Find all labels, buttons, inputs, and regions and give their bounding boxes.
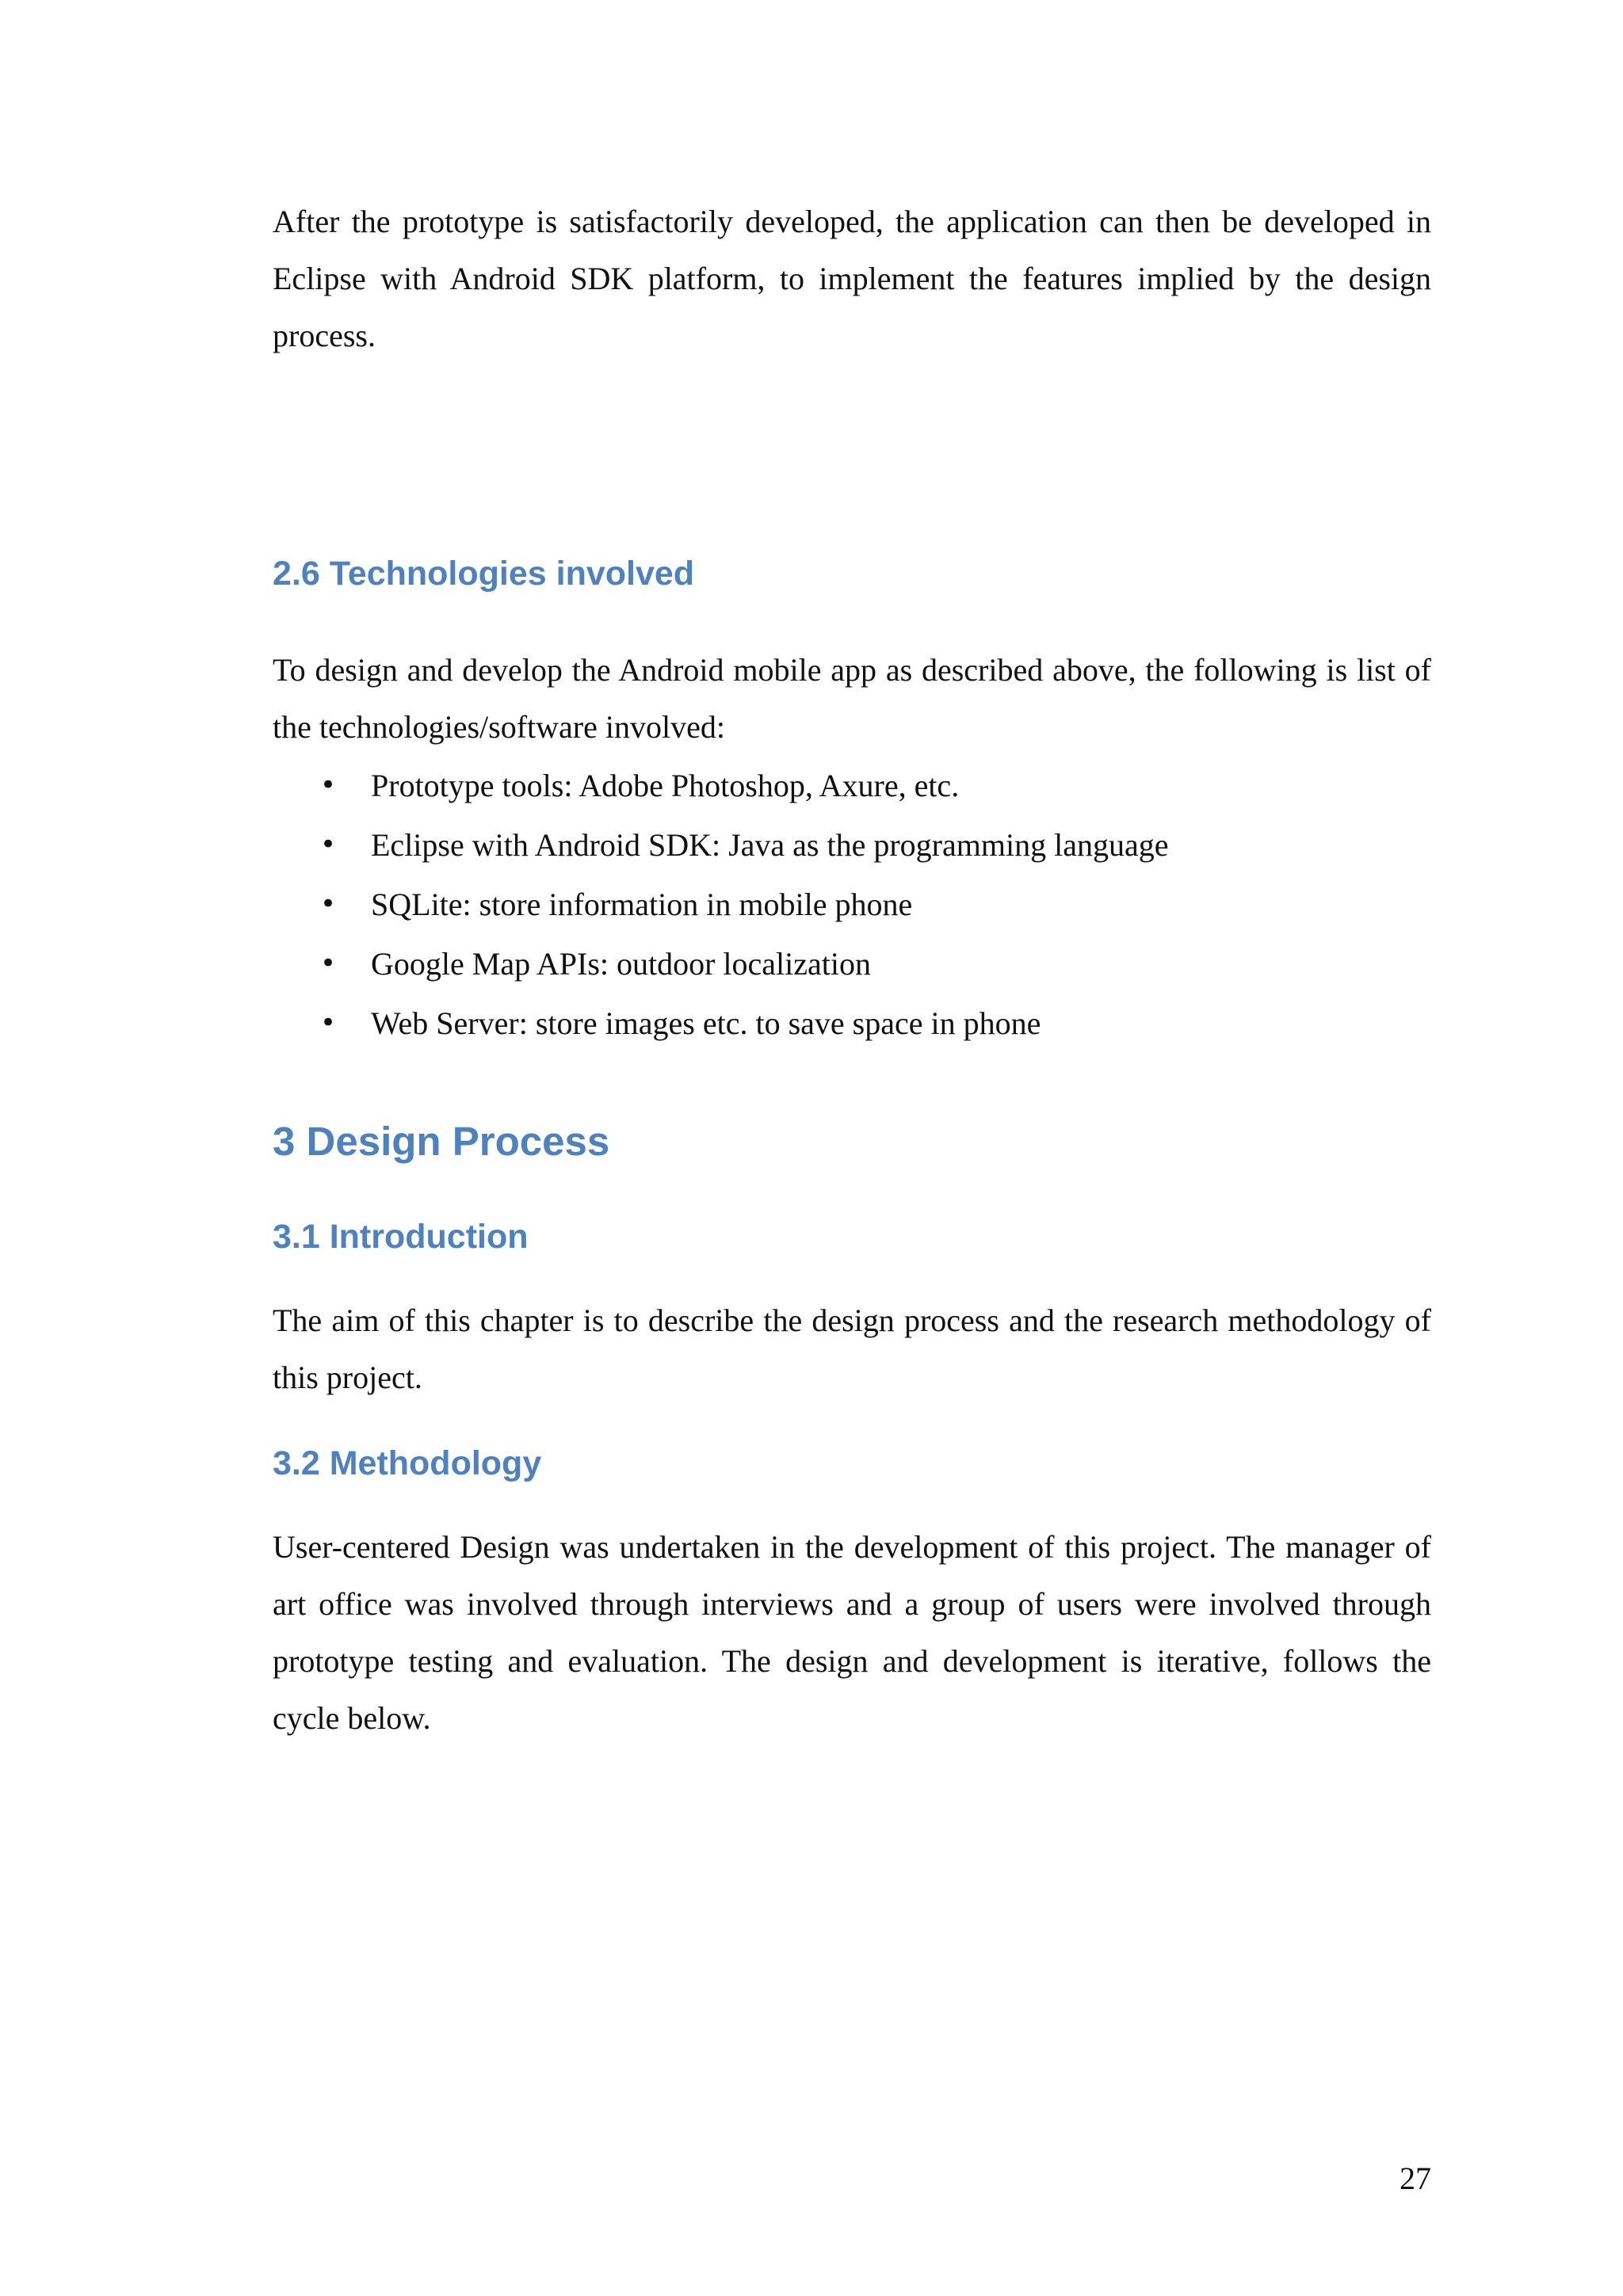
heading-technologies-involved: 2.6 Technologies involved xyxy=(273,555,695,593)
bullet-icon: • xyxy=(320,948,337,979)
list-item-text: Prototype tools: Adobe Photoshop, Axure, etc. xyxy=(371,768,960,803)
technologies-list xyxy=(273,756,1431,1053)
bullet-icon: • xyxy=(320,769,337,801)
paragraph-prototype-development: After the prototype is satisfactorily developed, the application can then be developed in Eclipse with Android SDK platform, to implement the features implied by the design process. xyxy=(273,204,1431,353)
bullet-icon: • xyxy=(320,829,337,860)
paragraph-technologies: To design and develop the Android mobile app as described above, the following is list of the technologies/software involved: xyxy=(273,652,1431,745)
page-number: 27 xyxy=(1400,2161,1431,2196)
heading-methodology: 3.2 Methodology xyxy=(273,1444,542,1482)
heading-design-process: 3 Design Process xyxy=(273,1119,610,1164)
list-item xyxy=(273,756,1431,815)
list-item xyxy=(273,994,1431,1053)
bullet-icon: • xyxy=(320,1007,337,1039)
bullet-icon: • xyxy=(320,888,337,920)
list-item-text: Google Map APIs: outdoor localization xyxy=(371,946,872,982)
list-item-text: SQLite: store information in mobile phone xyxy=(371,887,913,922)
list-item-text: Eclipse with Android SDK: Java as the programming language xyxy=(371,827,1169,863)
list-item-text: Web Server: store images etc. to save space in phone xyxy=(371,1005,1041,1041)
paragraph-chapter-aim: The aim of this chapter is to describe the design process and the research methodology of this project. xyxy=(273,1302,1431,1395)
list-item xyxy=(273,934,1431,994)
paragraph-methodology: User-centered Design was undertaken in the development of this project. The manager of art office was involved through interviews and a group of users were involved through prototype testing and evaluation. The design and development is iterative, follows the cycle below. xyxy=(273,1529,1431,1736)
page-content xyxy=(273,193,1431,1747)
list-item xyxy=(273,875,1431,934)
heading-introduction: 3.1 Introduction xyxy=(273,1218,529,1256)
list-item xyxy=(273,815,1431,875)
